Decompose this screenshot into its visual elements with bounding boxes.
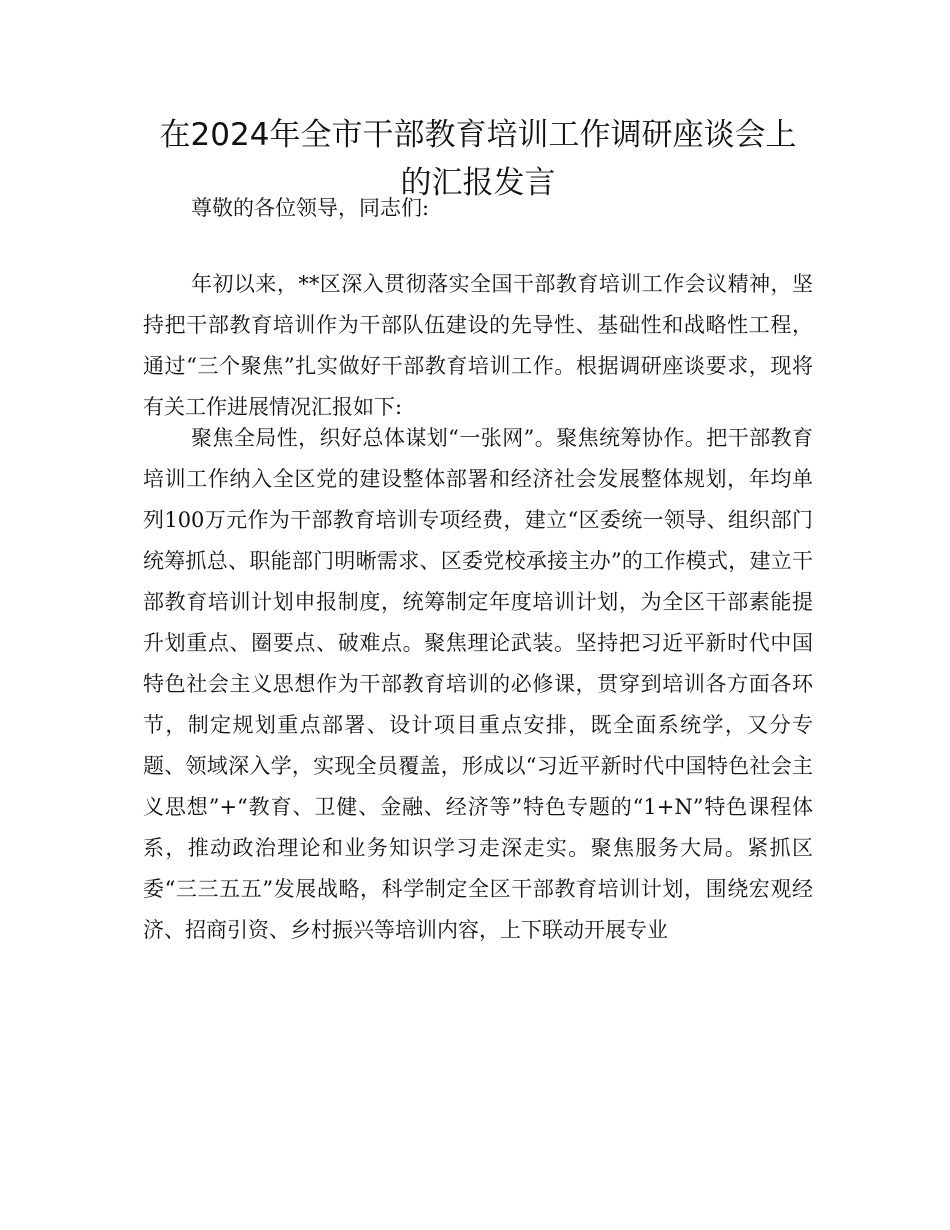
document-title-line1: 在2024年全市干部教育培训工作调研座谈会上 bbox=[159, 117, 797, 153]
salutation: 尊敬的各位领导，同志们: bbox=[191, 196, 430, 220]
paragraph-focus-overall: 聚焦全局性，织好总体谋划“一张网”。聚焦统筹协作。把干部教育培训工作纳入全区党的建设整体部署和经济社会发展整体规划，年均单列100万元作为干部教育培训专项经费，建立“区委统一领导、组织部门统筹抓总、职能部门明晰需求、区委党校承接主办”的工作模式，建立干部教育培训计划申报制度，统筹制定年度培训计划，为全区干部素能提升划重点、圈要点、破难点。聚焦理论武装。坚持把习近平新时代中国特色社会主义思想作为干部教育培训的必修课，贯穿到培训各方面各环节，制定规划重点部署、设计项目重点安排，既全面系统学，又分专题、领域深入学，实现全员覆盖，形成以“习近平新时代中国特色社会主义思想”+“教育、卫健、金融、经济等”特色专题的“1+N”特色课程体系，推动政治理论和业务知识学习走深走实。聚焦服务大局。紧抓区委“三三五五”发展战略，科学制定全区干部教育培训计划，围绕宏观经济、招商引资、乡村振兴等培训内容，上下联动开展专业 bbox=[143, 426, 813, 942]
paragraph-intro: 年初以来，**区深入贯彻落实全国干部教育培训工作会议精神，坚持把干部教育培训作为干部队伍建设的先导性、基础性和战略性工程，通过“三个聚焦”扎实做好干部教育培训工作。根据调研座谈要求，现将有关工作进展情况汇报如下: bbox=[143, 272, 813, 419]
document-title-line2: 的汇报发言 bbox=[400, 165, 556, 201]
